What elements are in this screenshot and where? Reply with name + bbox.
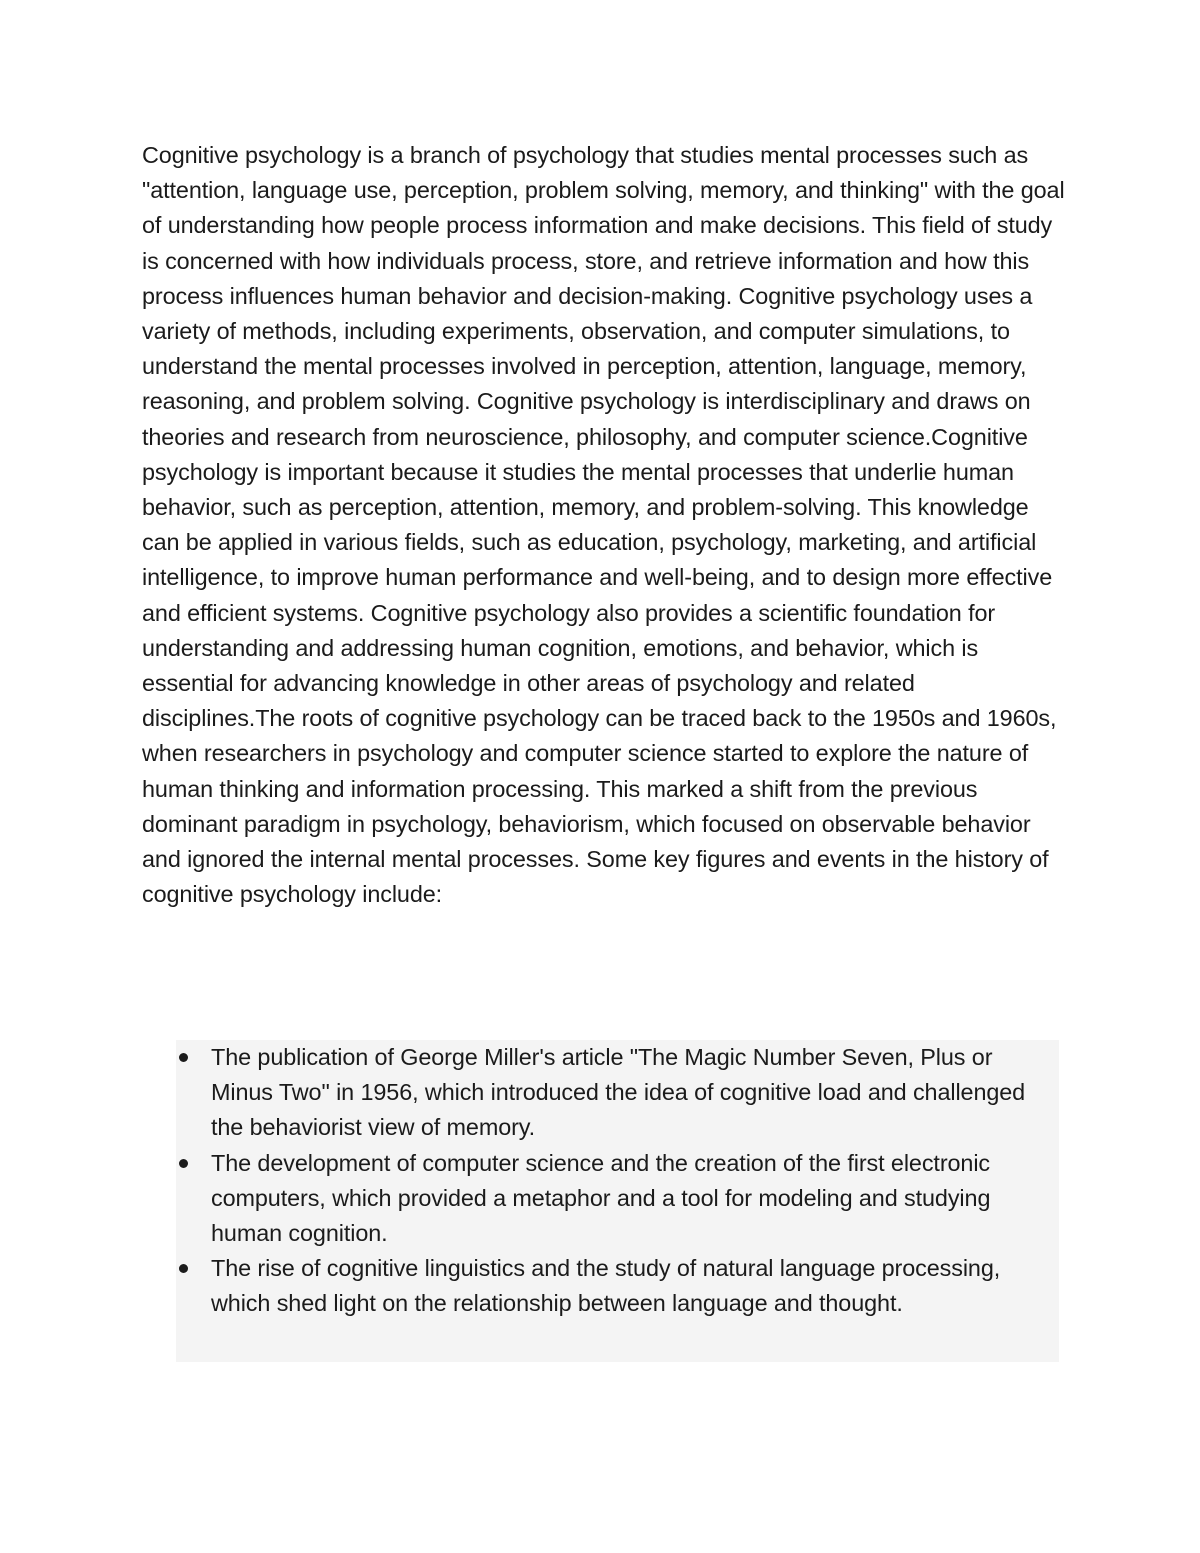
list-item-text: The development of computer science and the creation of the first electronic computers, which provided a metaphor and a tool for modeling and studying human cognition. <box>211 1149 991 1247</box>
bullet-icon <box>179 1264 188 1273</box>
list-item <box>176 1040 1041 1146</box>
bullet-icon <box>179 1159 188 1168</box>
list-item <box>176 1146 1041 1252</box>
bullet-list-container <box>176 1040 1059 1362</box>
body-paragraph: Cognitive psychology is a branch of psychology that studies mental processes such as "attention, language use, perception, problem solving, memory, and thinking" with the goal of understanding how people process information and make decisions. This field of study is concerned with how individuals process, store, and retrieve information and how this process influences human behavior and decision-making. Cognitive psychology uses a variety of methods, including experiments, observation, and computer simulations, to understand the mental processes involved in perception, attention, language, memory, reasoning, and problem solving. Cognitive psychology is interdisciplinary and draws on theories and research from neuroscience, philosophy, and computer science.Cognitive psychology is important because it studies the mental processes that underlie human behavior, such as perception, attention, memory, and problem-solving. This knowledge can be applied in various fields, such as education, psychology, marketing, and artificial intelligence, to improve human performance and well-being, and to design more effective and efficient systems. Cognitive psychology also provides a scientific foundation for understanding and addressing human cognition, emotions, and behavior, which is essential for advancing knowledge in other areas of psychology and related disciplines.The roots of cognitive psychology can be traced back to the 1950s and 1960s, when researchers in psychology and computer science started to explore the nature of human thinking and information processing. This marked a shift from the previous dominant paradigm in psychology, behaviorism, which focused on observable behavior and ignored the internal mental processes. Some key figures and events in the history of cognitive psychology include: <box>142 142 1065 908</box>
list-item-text: The publication of George Miller's article "The Magic Number Seven, Plus or Minus Two" in 1956, which introduced the idea of cognitive load and challenged the behaviorist view of memory. <box>211 1044 1026 1141</box>
list-item <box>176 1251 1041 1321</box>
bullet-icon <box>179 1053 188 1062</box>
list-item-text: The rise of cognitive linguistics and the study of natural language processing, which shed light on the relationship between language and thought. <box>211 1255 1001 1317</box>
bullet-list <box>176 1040 1059 1322</box>
